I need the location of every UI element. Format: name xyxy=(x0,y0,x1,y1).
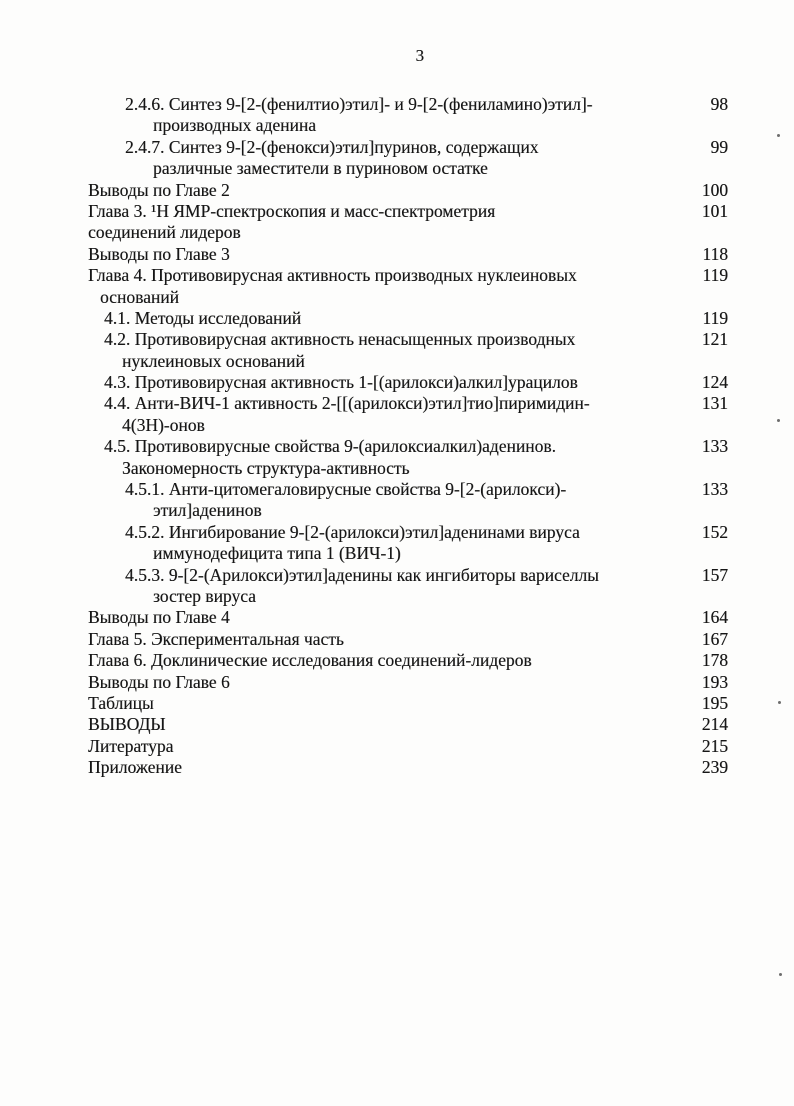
toc-entry-text: 4.5.3. 9-[2-(Арилокси)этил]аденины как ингибиторы вариселлы xyxy=(125,564,599,585)
toc-entry-line xyxy=(0,500,794,521)
toc-entry-text: соединений лидеров xyxy=(88,222,241,243)
toc-entry-text: 4.3. Противовирусная активность 1-[(арилокси)алкил]урацилов xyxy=(104,372,578,393)
toc-entry-page: 167 xyxy=(701,628,728,649)
toc-entry-line xyxy=(0,522,794,543)
toc-entry-line xyxy=(0,201,794,222)
toc-entry-line xyxy=(0,458,794,479)
toc-entry-line xyxy=(0,565,794,586)
toc-entry-text: Глава 5. Экспериментальная часть xyxy=(88,628,344,649)
toc-entry-text: нуклеиновых оснований xyxy=(122,350,305,371)
toc-entry-line xyxy=(0,265,794,286)
toc-entry-line xyxy=(0,244,794,265)
toc-entry-line xyxy=(0,415,794,436)
scan-artifact-dot xyxy=(777,134,780,137)
toc-entry-page: 133 xyxy=(701,479,728,500)
toc-entry-text: 4.5.1. Анти-цитомегаловирусные свойства 9-[2-(арилокси)- xyxy=(125,479,567,500)
toc-entry-line xyxy=(0,586,794,607)
toc-entry-text: 2.4.6. Синтез 9-[2-(фенилтио)этил]- и 9-[2-(фениламино)этил]- xyxy=(125,94,593,114)
toc-entry-line xyxy=(0,329,794,350)
toc-entry-line xyxy=(0,714,794,735)
toc-entry-line xyxy=(0,137,794,158)
toc-entry-text: 4.5.2. Ингибирование 9-[2-(арилокси)этил]аденинами вируса xyxy=(125,521,580,542)
toc-entry-line xyxy=(0,180,794,201)
scan-artifact-dot xyxy=(779,973,782,976)
toc-entry-line xyxy=(0,222,794,243)
toc-entry-page: 119 xyxy=(702,307,728,328)
toc-entry-line xyxy=(0,693,794,714)
toc-entry-line xyxy=(0,372,794,393)
toc-entry-page: 124 xyxy=(701,372,728,393)
toc-entry-line xyxy=(0,650,794,671)
toc-entry-page: 193 xyxy=(701,671,728,692)
toc-entry-line xyxy=(0,436,794,457)
scan-artifact-dot xyxy=(778,701,781,704)
toc-entry-text: Выводы по Главе 2 xyxy=(88,179,230,200)
toc-entry-line xyxy=(0,607,794,628)
toc-entry-text: оснований xyxy=(100,286,179,307)
toc-entry-text: Глава 6. Доклинические исследования соединений-лидеров xyxy=(88,650,532,671)
toc-entry-line xyxy=(0,736,794,757)
toc-entry-text: ВЫВОДЫ xyxy=(88,714,166,735)
toc-entry-text: иммунодефицита типа 1 (ВИЧ-1) xyxy=(153,543,401,564)
toc-entry-text: этил]аденинов xyxy=(153,500,262,521)
toc-entry-text: Выводы по Главе 6 xyxy=(88,671,230,692)
toc-entry-line xyxy=(0,287,794,308)
toc-entry-text: 4.1. Методы исследований xyxy=(104,307,302,328)
toc-entry-text: Литература xyxy=(88,735,174,756)
toc-entry-page: 214 xyxy=(701,714,728,735)
toc-entry-text: Приложение xyxy=(88,757,182,778)
toc-entry-text: различные заместители в пуриновом остатке xyxy=(153,158,488,179)
toc-entry-text: Глава 3. ¹Н ЯМР-спектроскопия и масс-спектрометрия xyxy=(88,200,496,221)
toc-entry-text: 4.4. Анти-ВИЧ-1 активность 2-[[(арилокси)этил]тио]пиримидин- xyxy=(104,393,590,414)
toc-entry-line xyxy=(0,629,794,650)
toc-entry-text: производных аденина xyxy=(153,115,316,136)
toc-entry-text: 2.4.7. Синтез 9-[2-(фенокси)этил]пуринов, содержащих xyxy=(125,136,539,157)
toc-entry-page: 99 xyxy=(710,136,728,157)
toc-entry-text: Выводы по Главе 3 xyxy=(88,243,230,264)
toc-entry-line xyxy=(0,351,794,372)
toc-entry-page: 100 xyxy=(701,179,728,200)
toc-entry-page: 195 xyxy=(701,692,728,713)
toc-entry-page: 157 xyxy=(701,564,728,585)
toc-entry-page: 119 xyxy=(702,265,728,286)
toc-entry-text: 4.5. Противовирусные свойства 9-(арилоксиалкил)аденинов. xyxy=(104,436,556,457)
toc-entry-text: зостер вируса xyxy=(153,585,256,606)
toc-entry-text: Закономерность структура-активность xyxy=(122,457,410,478)
toc-entry-line xyxy=(0,757,794,778)
toc-entry-text: Выводы по Главе 4 xyxy=(88,607,230,628)
table-of-contents xyxy=(0,94,794,779)
toc-entry-page: 118 xyxy=(702,243,728,264)
toc-entry-page: 133 xyxy=(701,436,728,457)
toc-entry-text: Глава 4. Противовирусная активность производных нуклеиновых xyxy=(88,265,577,286)
toc-entry-page: 215 xyxy=(701,735,728,756)
toc-entry-line xyxy=(0,158,794,179)
toc-entry-page: 131 xyxy=(701,393,728,414)
toc-entry-page: 101 xyxy=(701,200,728,221)
toc-entry-page: 98 xyxy=(710,94,728,114)
toc-entry-line xyxy=(0,479,794,500)
toc-entry-line xyxy=(0,94,794,115)
toc-entry-line xyxy=(0,543,794,564)
toc-entry-page: 152 xyxy=(701,521,728,542)
toc-entry-text: 4.2. Противовирусная активность ненасыщенных производных xyxy=(104,329,576,350)
toc-entry-text: Таблицы xyxy=(88,692,154,713)
toc-entry-line xyxy=(0,115,794,136)
toc-entry-text: 4(3Н)-онов xyxy=(122,414,205,435)
toc-entry-page: 121 xyxy=(701,329,728,350)
toc-entry-line xyxy=(0,672,794,693)
toc-entry-page: 178 xyxy=(701,650,728,671)
toc-entry-page: 164 xyxy=(701,607,728,628)
scan-artifact-dot xyxy=(777,419,780,422)
toc-entry-line xyxy=(0,393,794,414)
page-number-header: 3 xyxy=(415,46,425,65)
toc-entry-line xyxy=(0,308,794,329)
toc-entry-page: 239 xyxy=(701,757,728,778)
